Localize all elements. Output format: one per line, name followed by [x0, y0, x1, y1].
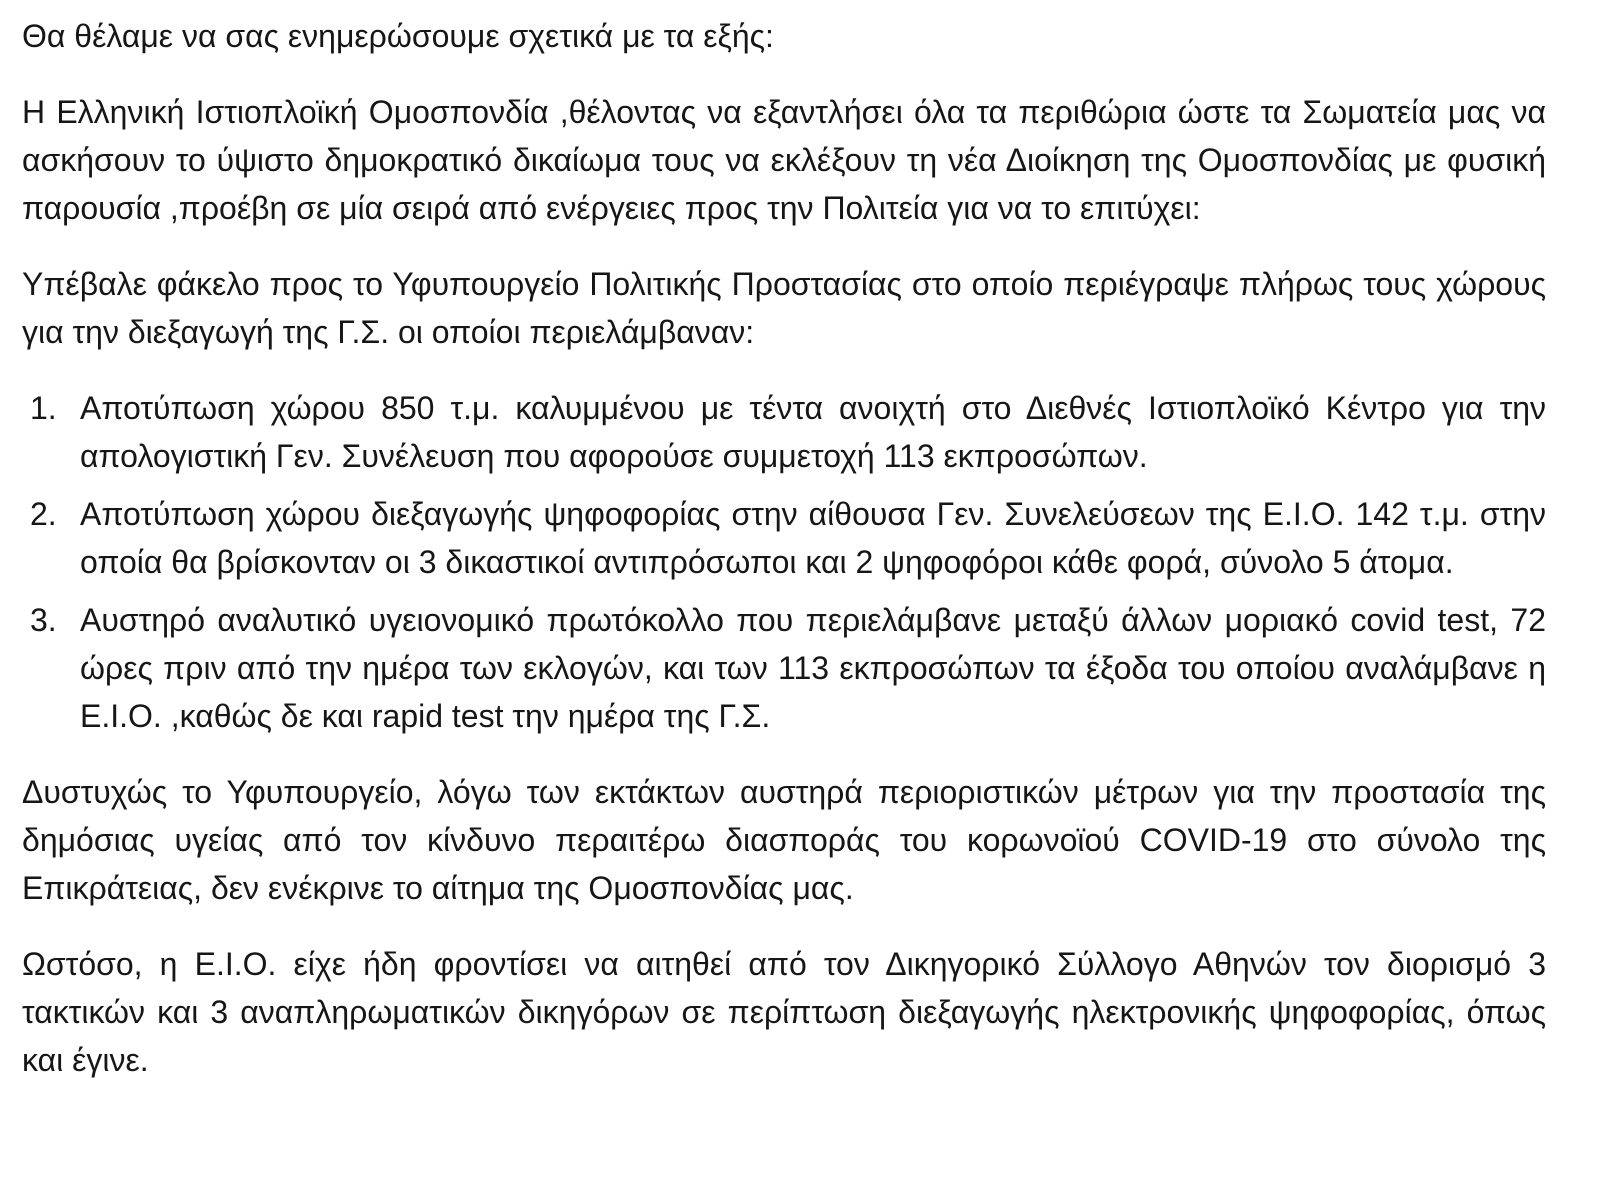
paragraph-ministry-rejection: Δυστυχώς το Υφυπουργείο, λόγω των εκτάκτων αυστηρά περιοριστικών μέτρων για την προστασία της δημόσιας υγείας από τον κίνδυνο περαιτέρω διασποράς του κορωνοϊού COVID-19 στο σύνολο της Επικράτειας, δεν ενέκρινε το αίτημα της Ομοσπονδίας μας.	[22, 774, 1547, 906]
list-item-3	[22, 596, 1546, 740]
list-item-text: Αυστηρό αναλυτικό υγειονομικό πρωτόκολλο που περιελάμβανε μεταξύ άλλων μοριακό covid test, 72 ώρες πριν από την ημέρα των εκλογών, και των 113 εκπροσώπων τα έξοδα του οποίου αναλάμβανε η Ε.Ι.Ο. ,καθώς δε και rapid test την ημέρα της Γ.Σ.	[80, 602, 1546, 734]
paragraph-federation-actions: Η Ελληνική Ιστιοπλοϊκή Ομοσπονδία ,θέλοντας να εξαντλήσει όλα τα περιθώρια ώστε τα Σωματεία μας να ασκήσουν το ύψιστο δημοκρατικό δικαίωμα τους να εκλέξουν τη νέα Διοίκηση της Ομοσπονδίας με φυσική παρουσία ,προέβη σε μία σειρά από ενέργειες προς την Πολιτεία για να το επιτύχει:	[22, 94, 1546, 226]
list-item-number: 2.	[30, 496, 57, 532]
list-item-2	[22, 490, 1546, 586]
list-item-text: Αποτύπωση χώρου 850 τ.μ. καλυμμένου με τέντα ανοιχτή στο Διεθνές Ιστιοπλοϊκό Κέντρο για την απολογιστική Γεν. Συνέλευση που αφορούσε συμμετοχή 113 εκπροσώπων.	[80, 390, 1546, 474]
paragraph-dossier-submission: Υπέβαλε φάκελο προς το Υφυπουργείο Πολιτικής Προστασίας στο οποίο περιέγραψε πλήρως τους χώρους για την διεξαγωγή της Γ.Σ. οι οποίοι περιελάμβαναν:	[22, 266, 1546, 350]
list-item-number: 3.	[30, 602, 57, 638]
list-item-number: 1.	[30, 390, 57, 426]
paragraph-bar-association-request: Ωστόσο, η Ε.Ι.Ο. είχε ήδη φροντίσει να αιτηθεί από τον Δικηγορικό Σύλλογο Αθηνών τον διορισμό 3 τακτικών και 3 αναπληρωματικών δικηγόρων σε περίπτωση διεξαγωγής ηλεκτρονικής ψηφοφορίας, όπως και έγινε.	[22, 946, 1546, 1078]
list-item-1	[22, 384, 1546, 480]
list-item-text: Αποτύπωση χώρου διεξαγωγής ψηφοφορίας στην αίθουσα Γεν. Συνελεύσεων της Ε.Ι.Ο. 142 τ.μ. στην οποία θα βρίσκονταν οι 3 δικαστικοί αντιπρόσωποι και 2 ψηφοφόροι κάθε φορά, σύνολο 5 άτομα.	[80, 496, 1546, 580]
numbered-list	[22, 384, 1546, 740]
intro-paragraph: Θα θέλαμε να σας ενημερώσουμε σχετικά με τα εξής:	[22, 18, 774, 54]
